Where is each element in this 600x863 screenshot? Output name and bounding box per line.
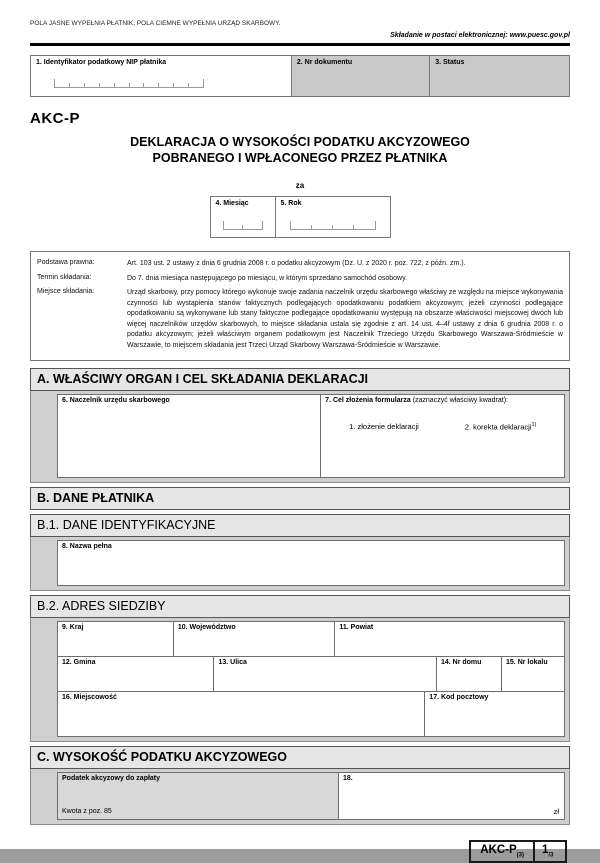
field-14-label: 14. Nr domu	[440, 659, 482, 666]
field-7-options	[325, 422, 560, 432]
field-6-label: 6. Naczelnik urzędu skarbowego	[62, 397, 170, 404]
filing-place-row	[37, 288, 563, 351]
status-label: 3. Status	[435, 58, 465, 66]
field-6-naczelnik[interactable]	[57, 394, 321, 478]
field-14-nr-domu[interactable]	[436, 656, 502, 692]
page-footer	[30, 840, 570, 863]
section-b2-body	[30, 618, 570, 742]
field-7-label-rest: (zaznaczyć właściwy kwadrat):	[410, 397, 508, 404]
filing-deadline-label: Termin składania:	[37, 273, 92, 281]
document-number-field	[291, 55, 430, 97]
legal-basis-row	[37, 259, 563, 270]
form-title	[30, 134, 570, 167]
year-label: 5. Rok	[280, 200, 302, 207]
field-10-label: 10. Województwo	[177, 624, 236, 631]
period-box	[210, 196, 391, 238]
nip-field[interactable]	[30, 55, 292, 97]
field-8-label: 8. Nazwa pełna	[62, 543, 112, 550]
footnote-1-marker: 1)	[531, 422, 537, 428]
field-11-label: 11. Powiat	[339, 624, 374, 631]
field-12-label: 12. Gmina	[62, 659, 96, 666]
tax-due-description-cell	[57, 772, 339, 820]
section-c-body	[30, 769, 570, 825]
identification-row	[30, 55, 570, 97]
field-9-kraj[interactable]	[57, 621, 174, 657]
legal-info-box	[30, 251, 570, 361]
field-15-label: 15. Nr lokalu	[506, 659, 548, 666]
section-a-header: A. WŁAŚCIWY ORGAN I CEL SKŁADANIA DEKLARACJI	[30, 368, 570, 391]
field-10-wojewodztwo[interactable]	[173, 621, 336, 657]
field-8-nazwa-pelna[interactable]	[57, 540, 565, 586]
section-a-body	[30, 391, 570, 483]
field-13-label: 13. Ulica	[218, 659, 247, 666]
filing-place-text: Urząd skarbowy, przy pomocy którego wykonuje swoje zadania naczelnik urzędu skarbowego właściwy ze względu na miejsce wykonywania czynności lub wystąpienia stanów faktycznych podlegających opodatkowaniu podatkiem akcyzowym; jeżeli czynności podlegające opodatkowaniu są wykonywane lub stany faktyczne podlegające opodatkowaniu występują na obszarze właściwości miejscowej dwóch lub więcej naczelników urzędów skarbowych, to miejsce składania ustala się zgodnie z art. 14 ust. 4–4f ustawy z dnia 6 grudnia 2008 r. o podatku akcyzowym; jeżeli właściwym organem podatkowym jest Naczelnik Trzeciego Urzędu Skarbowego Warszawa-Śródmieście w Warszawie, to miejscem składania jest Trzeci Urząd Skarbowy Warszawa-Śródmieście w Warszawie.	[127, 289, 563, 349]
section-b-header: B. DANE PŁATNIKA	[30, 487, 570, 510]
field-16-miejscowosc[interactable]	[57, 691, 425, 737]
fill-instructions: POLA JASNE WYPEŁNIA PŁATNIK, POLA CIEMNE WYPEŁNIA URZĄD SKARBOWY.	[30, 20, 281, 27]
field-13-ulica[interactable]	[213, 656, 437, 692]
field-15-nr-lokalu[interactable]	[501, 656, 565, 692]
form-title-line2: POBRANEGO I WPŁACONEGO PRZEZ PŁATNIKA	[152, 150, 448, 165]
form-title-line1: DEKLARACJA O WYSOKOŚCI PODATKU AKCYZOWEGO	[130, 134, 470, 149]
period-preposition: za	[295, 181, 305, 190]
legal-basis-label: Podstawa prawna:	[37, 259, 95, 266]
field-7-label-bold: 7. Cel złożenia formularza	[325, 397, 411, 404]
year-input-comb[interactable]	[290, 221, 376, 230]
field-17-label: 17. Kod pocztowy	[429, 694, 489, 701]
filing-deadline-text: Do 7. dnia miesiąca następującego po miesiącu, w którym sprzedano samochód osobowy.	[127, 274, 408, 282]
month-label: 4. Miesiąc	[215, 200, 249, 207]
field-7-cel-zlozenia	[320, 394, 565, 478]
header-rule	[30, 43, 570, 46]
section-b1-header: B.1. DANE IDENTYFIKACYJNE	[30, 514, 570, 537]
month-input-comb[interactable]	[223, 221, 263, 230]
field-12-gmina[interactable]	[57, 656, 214, 692]
section-b1-body	[30, 537, 570, 591]
section-b2-header: B.2. ADRES SIEDZIBY	[30, 595, 570, 618]
year-field[interactable]	[276, 197, 390, 237]
page-total: /3	[548, 852, 554, 859]
field-18-kwota[interactable]	[338, 772, 565, 820]
field-18-label: 18.	[342, 775, 353, 782]
section-c-header: C. WYSOKOŚĆ PODATKU AKCYZOWEGO	[30, 746, 570, 769]
form-version: (3)	[516, 852, 524, 859]
option-korekta-deklaracji[interactable]: 2. korekta deklaracji$^{1)}$	[464, 422, 537, 432]
filing-deadline-row	[37, 274, 563, 285]
field-11-powiat[interactable]	[334, 621, 565, 657]
field-7-label	[325, 397, 560, 404]
form-code: AKC-$P_{(3)}$	[471, 842, 535, 861]
field-17-kod-pocztowy[interactable]	[424, 691, 565, 737]
field-16-label: 16. Miejscowość	[62, 694, 117, 701]
efiling-note: Składanie w postaci elektronicznej: www.puesc.gov.pl	[390, 32, 570, 39]
form-code-box	[469, 840, 567, 863]
nip-input-comb[interactable]	[54, 79, 204, 88]
tax-due-label: Podatek akcyzowy do zapłaty	[62, 775, 161, 782]
option-zlozenie-deklaracji[interactable]: 1. złożenie deklaracji	[349, 422, 419, 431]
nip-label: 1. Identyfikator podatkowy NIP płatnika	[36, 58, 167, 66]
form-symbol: AKC-P	[30, 109, 80, 127]
currency-suffix: zł	[553, 807, 559, 816]
document-number-label: 2. Nr dokumentu	[296, 58, 353, 66]
tax-due-sublabel: Kwota z poz. 85	[62, 808, 112, 815]
legal-basis-text: Art. 103 ust. 2 ustawy z dnia 6 grudnia 2008 r. o podatku akcyzowym (Dz. U. z 2020 r. poz. 722, z późn. zm.).	[127, 260, 466, 267]
page-indicator: $1_{/3}$	[542, 844, 554, 859]
field-9-label: 9. Kraj	[62, 624, 84, 631]
status-field	[429, 55, 570, 97]
filing-place-label: Miejsce składania:	[37, 288, 95, 295]
month-field[interactable]	[211, 197, 276, 237]
